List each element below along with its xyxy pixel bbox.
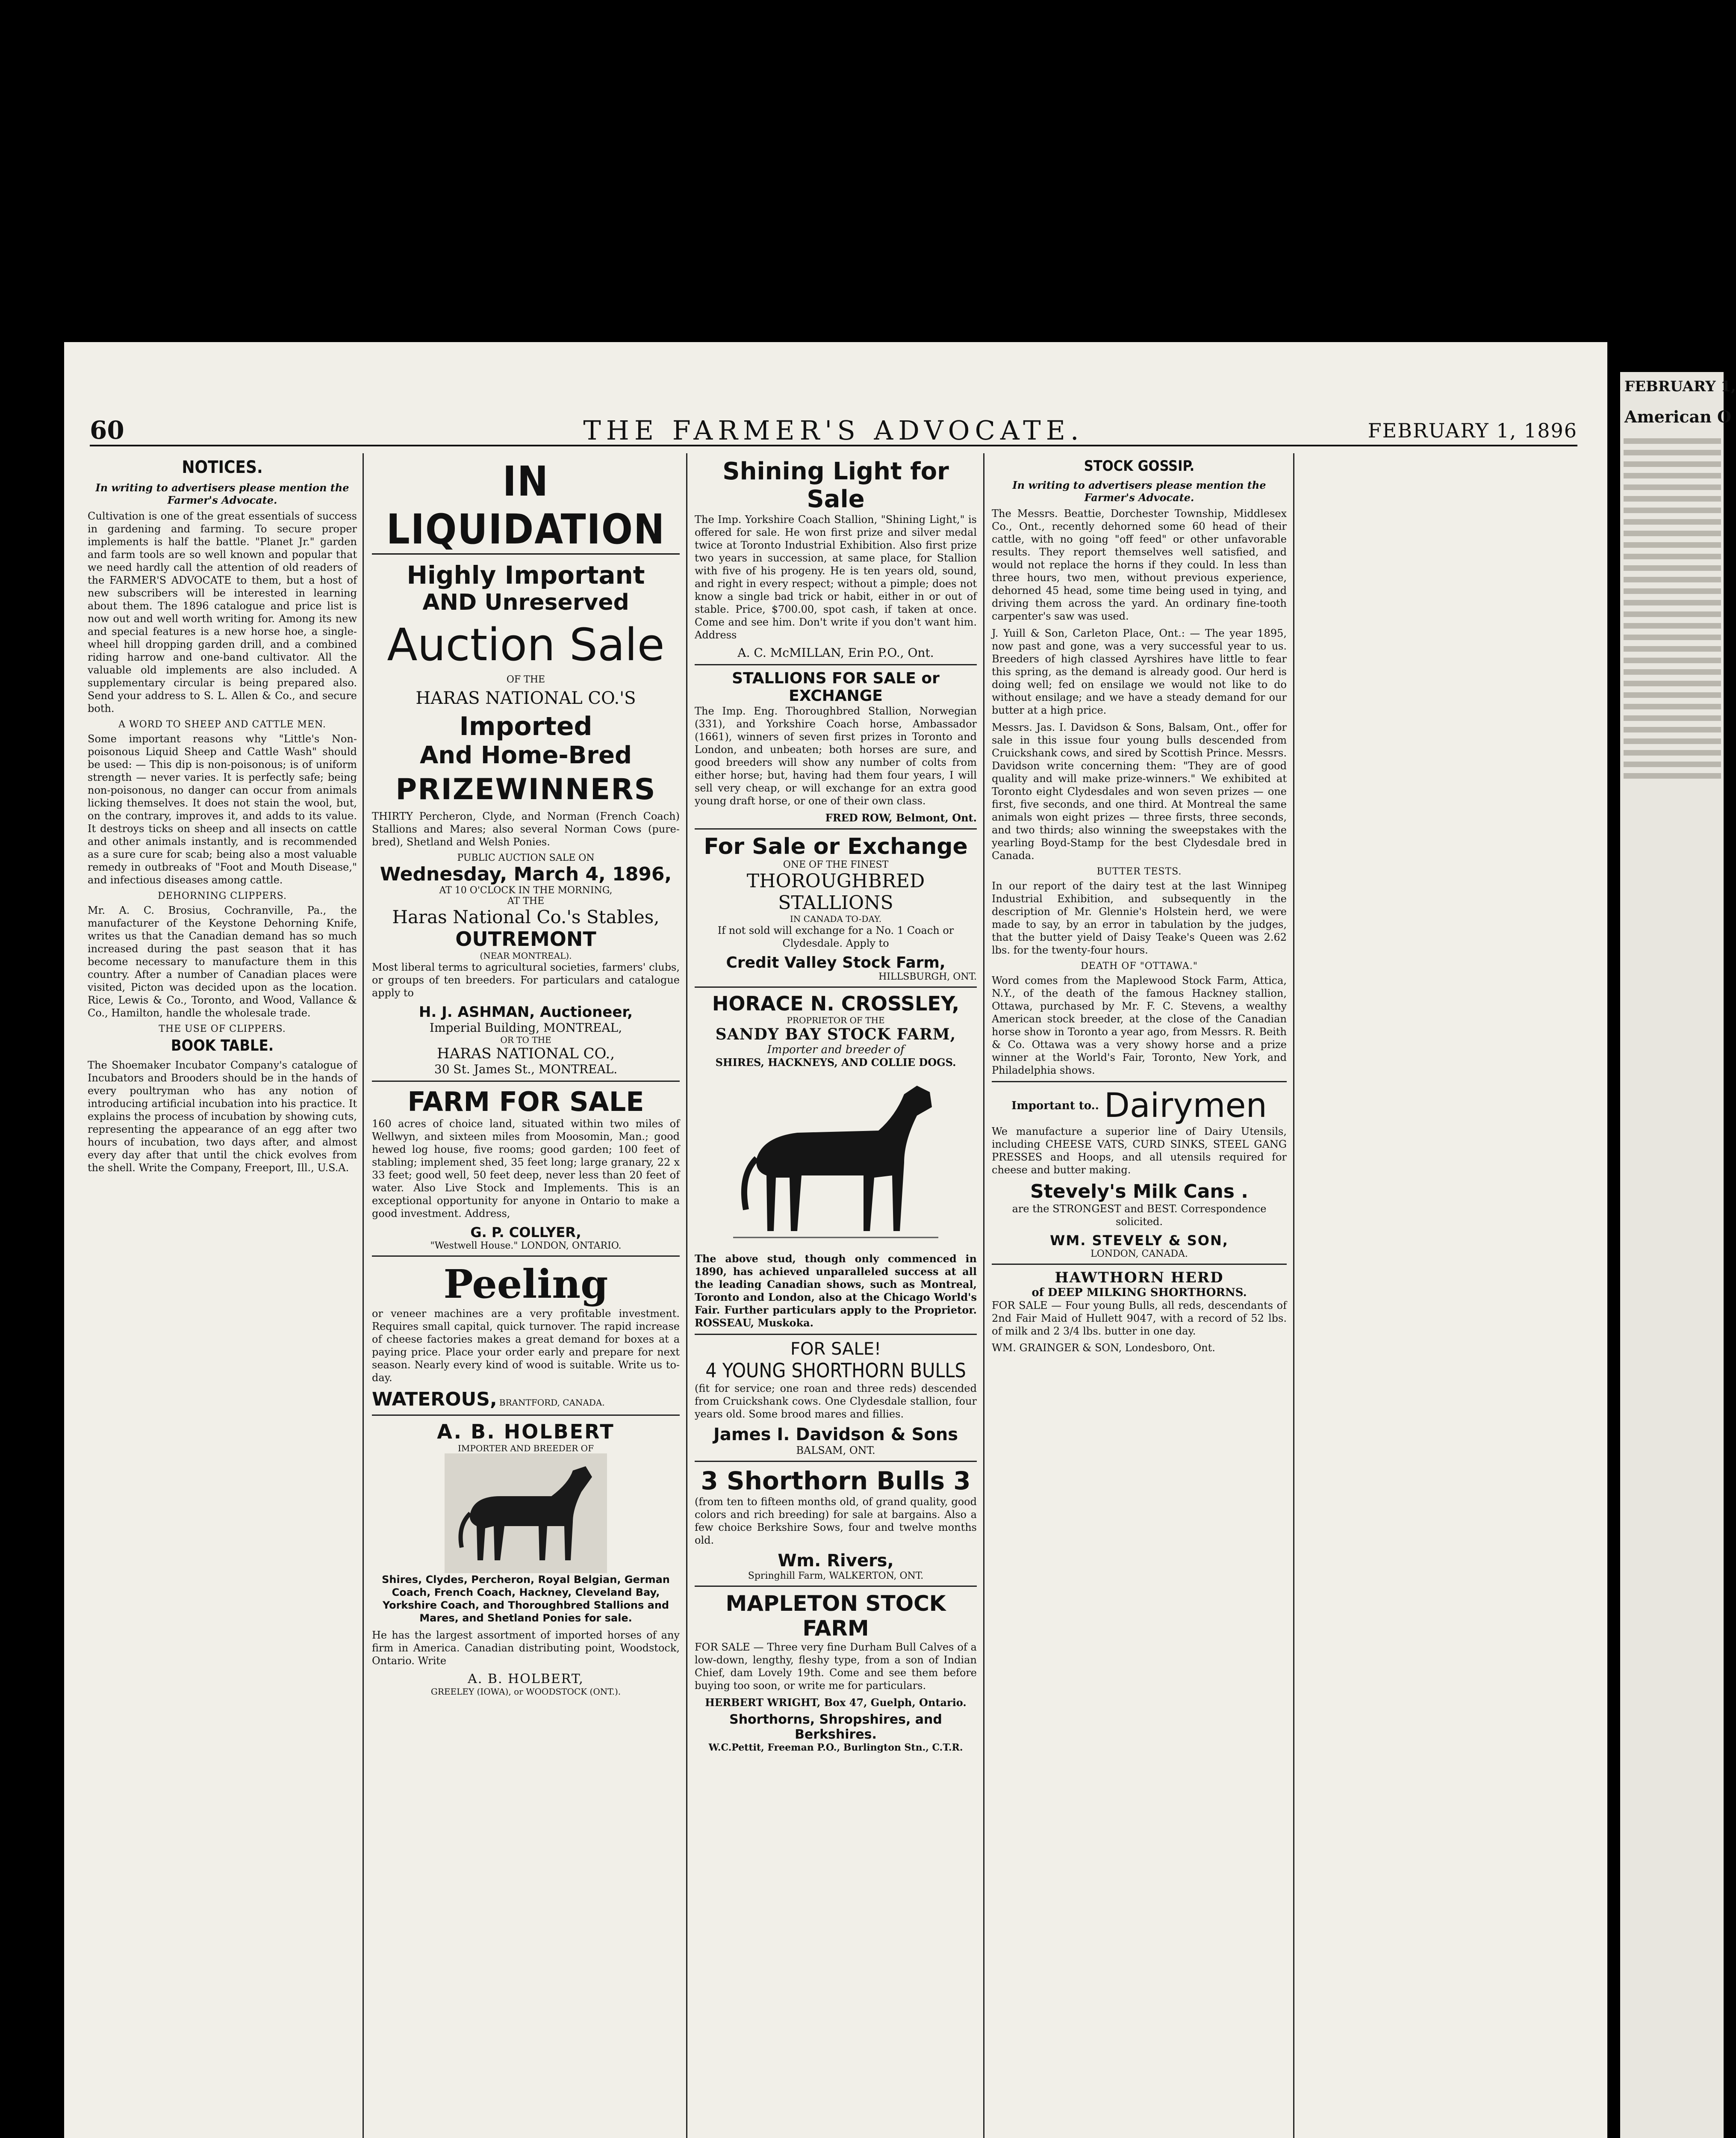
ad-line: IN CANADA TO-DAY. (790, 914, 882, 924)
ad-line: James I. Davidson & Sons (713, 1425, 958, 1444)
ad-line: Springhill Farm, WALKERTON, ONT. (748, 1571, 924, 1581)
ad-line: SHIRES, HACKNEYS, AND COLLIE DOGS. (715, 1056, 956, 1069)
ad-text: FOR SALE — Four young Bulls, all reds, descendants of 2nd Fair Maid of Hullett 9047, with a record of 52 lbs. of milk and 2 3/4 lbs. butter in one day. (992, 1299, 1287, 1337)
ad-line: (NEAR MONTREAL). (480, 951, 572, 961)
adjacent-page-heading: American O (1624, 407, 1732, 426)
column-auction (372, 458, 680, 2138)
column-stock-gossip (992, 458, 1287, 2138)
divider (695, 828, 977, 830)
article-subheading: A WORD TO SHEEP AND CATTLE MEN. (118, 719, 326, 730)
ad-line: Highly Important (407, 561, 645, 590)
article-subheading: BUTTER TESTS. (1096, 866, 1182, 877)
page-margin (1302, 458, 1597, 2138)
ad-text: are the STRONGEST and BEST. Correspondence solicited. (1012, 1203, 1267, 1228)
ad-line: AT 10 O'CLOCK IN THE MORNING, (439, 885, 613, 896)
divider (695, 1461, 977, 1462)
column-stallions (695, 458, 977, 2138)
article-subheading: THE USE OF CLIPPERS. (159, 1024, 286, 1034)
auction-date: Wednesday, March 4, 1896, (380, 863, 672, 885)
peeling-headline: Peeling (443, 1261, 608, 1307)
ad-line: ONE OF THE FINEST (783, 859, 889, 870)
ad-line: FRED ROW, Belmont, Ont. (825, 812, 977, 824)
liquidation-headline: IN LIQUIDATION (372, 458, 680, 555)
ad-line: IMPORTER AND BREEDER OF (458, 1443, 594, 1453)
divider (695, 986, 977, 988)
divider (372, 1255, 680, 1257)
book-table-heading: BOOK TABLE. (171, 1037, 274, 1054)
ad-line: G. P. COLLYER, (470, 1224, 581, 1240)
masthead-title: THE FARMER'S ADVOCATE. (583, 415, 1084, 446)
ad-line: WM. STEVELY & SON, (1050, 1232, 1229, 1249)
horse-illustration (716, 1069, 955, 1252)
ad-line: Importer and breeder of (767, 1043, 905, 1056)
column-notices (88, 458, 357, 2138)
prizewinners-headline: PRIZEWINNERS (395, 773, 656, 806)
column-rule (1293, 453, 1294, 2138)
ad-line: WATEROUS, (372, 1388, 497, 1410)
ad-line: BRANTFORD, CANADA. (499, 1397, 605, 1408)
ad-text: The Imp. Eng. Thoroughbred Stallion, Norwegian (331), and Yorkshire Coach horse, Ambassador (1661), winners of seven first prizes in Toronto and London, and unbeaten; both horses are sure, and good breeders will show any number of colts from either horse; but, having had them four years, I will sell very cheap, or will exchange for an extra good young draft horse, or one of their own class. (695, 705, 977, 807)
ad-line: Credit Valley Stock Farm, (726, 954, 946, 972)
ad-line: Wm. Rivers, (778, 1551, 894, 1571)
article-subheading: DEATH OF "OTTAWA." (1081, 961, 1198, 972)
three-bulls-headline: 3 Shorthorn Bulls 3 (701, 1466, 971, 1495)
ad-text: THIRTY Percheron, Clyde, and Norman (French Coach) Stallions and Mares; also several Norman Cows (pure-bred), Shetland and Welsh Ponies. (372, 810, 680, 848)
ad-line: WM. GRAINGER & SON, Londesboro, Ont. (992, 1342, 1215, 1354)
ad-text: The Imp. Yorkshire Coach Stallion, "Shining Light," is offered for sale. He won first prize and silver medal twice at Toronto Industrial Exhibition. Also first prize two years in succession, at same place, for Stallion with five of his progeny. He is ten years old, sound, and right in every respect; without a pimple; does not know a single bad trick or habit, either in or out of stable. Price, $700.00, spot cash, if taken at once. Come and see him. Don't write if you don't want him. Address (695, 514, 977, 641)
stock-gossip-heading: STOCK GOSSIP. (1084, 458, 1195, 475)
ad-line: And Home-Bred (419, 741, 632, 769)
column-rule (983, 453, 984, 2138)
ad-line: HARAS NATIONAL CO., (436, 1045, 615, 1062)
article-paragraph: The Shoemaker Incubator Company's catalogue of Incubators and Brooders should be in the hands of every poultryman who has any notion of introducing artificial incubation into his practice. It explains the process of incubation by showing cuts, representing the appearance of an egg after two hours of incubation, two days after, and almost every day after that until the chick evolves from the shell. Write the Company, Freeport, Ill., U.S.A. (88, 1059, 357, 1174)
ad-line: Shorthorns, Shropshires, and Berkshires. (729, 1712, 942, 1742)
article-paragraph: In our report of the dairy test at the last Winnipeg Industrial Exhibition, and subsequently in the description of Mr. Glennie's Holstein herd, we were made to say, by an error in tabulation by the judges, that the butter yield of Daisy Teake's Queen was 2.62 lbs. for the twenty-four hours. (992, 880, 1287, 956)
ad-line: GREELEY (IOWA), or WOODSTOCK (ONT.). (430, 1686, 621, 1697)
article-paragraph: Cultivation is one of the great essentials of success in gardening and farming. To secure proper implements is half the battle. "Planet Jr." garden and farm tools are so well known and popular that we need hardly call the attention of old readers of the FARMER'S ADVOCATE to them, but a host of new subscribers will be interested in learning about them. The 1896 catalogue and price list is now out and well worth writing for. Among its new and special features is a new horse hoe, a single-wheel hill dropping garden drill, and a combined riding harrow and one-band cultivator. All the valuable old implements are also included. A supplementary circular is being prepared also. Send your address to S. L. Allen & Co., and secure both. (88, 510, 357, 715)
notices-note: In writing to advertisers please mention the Farmer's Advocate. (95, 481, 349, 506)
ad-line: PUBLIC AUCTION SALE ON (457, 853, 595, 863)
ad-line: of DEEP MILKING SHORTHORNS. (1032, 1286, 1247, 1299)
page-header (90, 415, 1577, 446)
column-rule (686, 453, 687, 2138)
shining-light-headline: Shining Light for Sale (722, 458, 949, 513)
ad-text: 160 acres of choice land, situated within two miles of Wellwyn, and sixteen miles from Moosomin, Man.; good hewed log house, five rooms; good garden; 100 feet of stabling; implement shed, 35 feet long; large granary, 22 x 33 feet; good well, 50 feet deep, never less than 20 feet of water. Also Live Stock and Implements. This is an exceptional opportunity for anyone in Ontario to make a good investment. Address, (372, 1118, 680, 1220)
article-paragraph: Mr. A. C. Brosius, Cochranville, Pa., the manufacturer of the Keystone Dehorning Knife, writes us that the Canadian demand has so much increased during the past season that it has become necessary to manufacture them in this country. After a number of Canadian places were visited, Picton was decided upon as the location. Rice, Lewis & Co., Toronto, and Wood, Vallance & Co., Hamilton, handle the wholesale trade. (88, 904, 357, 1019)
stallions-headline: STALLIONS FOR SALE or EXCHANGE (732, 670, 940, 705)
ad-line: AND Unreserved (422, 590, 629, 615)
dairymen-headline: Dairymen (1104, 1087, 1267, 1125)
newspaper-page (64, 342, 1607, 2138)
ad-line: "Westwell House." LONDON, ONTARIO. (430, 1240, 622, 1251)
article-paragraph: Messrs. Jas. I. Davidson & Sons, Balsam, Ont., offer for sale in this issue four young bulls descended from Cruickshank cows, and sired by Scottish Prince. Messrs. Davidson write concerning them: "They are of good quality and will make prize-winners." We exhibited at Toronto eight Clydesdales and won seven prizes — one first, five seconds, and one third. At Montreal the same animals won eight prizes — three firsts, three seconds, and two thirds; also winning the sweepstakes with the yearling Boyd-Stamp for the best Clydesdale bred in Canada. (992, 721, 1287, 862)
divider (695, 1586, 977, 1587)
ad-line: Imperial Building, MONTREAL, (429, 1021, 622, 1035)
auction-sale-title: Auction Sale (387, 619, 665, 671)
issue-date: FEBRUARY 1, 1896 (1368, 419, 1577, 442)
adjacent-page (1620, 372, 1736, 2138)
for-sale-exchange-headline: For Sale or Exchange (704, 834, 968, 859)
divider (372, 1081, 680, 1082)
article-paragraph: Word comes from the Maplewood Stock Farm, Attica, N.Y., of the death of the famous Hackney stallion, Ottawa, purchased by Mr. F. C. Stevens, a wealthy American stock breeder, at the close of the Canadian horse show in Toronto a year ago, from Messrs. R. Beith & Co. Ottawa was a very showy horse and a prize winner at the World's Fair, Toronto, New York, and Philadelphia shows. (992, 975, 1287, 1076)
mapleton-headline: MAPLETON STOCK FARM (725, 1591, 946, 1641)
farm-sale-headline: FARM FOR SALE (407, 1086, 644, 1117)
ad-line: A. B. HOLBERT, (468, 1671, 584, 1686)
ad-line: Imported (459, 712, 592, 741)
article-subheading: DEHORNING CLIPPERS. (158, 891, 287, 901)
holbert-headline: A. B. HOLBERT (437, 1420, 615, 1443)
ad-text: The above stud, though only commenced in 1890, has achieved unparalleled success at all the leading Canadian shows, such as Montreal, Toronto and London, also at the Chicago World's Fair. Further particulars apply to the Proprietor. ROSSEAU, Muskoka. (695, 1252, 977, 1329)
ad-line: LONDON, CANADA. (1091, 1249, 1188, 1259)
ad-line: HERBERT WRIGHT, Box 47, Guelph, Ontario. (705, 1696, 967, 1709)
horse-illustration (445, 1453, 607, 1573)
adjacent-page-header: FEBRUARY 1, (1624, 378, 1736, 395)
ad-line: Haras National Co.'s Stables, (392, 907, 660, 927)
divider (695, 1334, 977, 1335)
ad-line: 30 St. James St., MONTREAL. (434, 1062, 618, 1076)
ad-line: A. C. McMILLAN, Erin P.O., Ont. (737, 646, 934, 660)
article-paragraph: The Messrs. Beattie, Dorchester Township, Middlesex Co., Ont., recently dehorned some 60 head of their cattle, with no going "off feed" or other unfavorable results. They report themselves well satisfied, and would not replace the horns if they could. In less than three hours, two men, without previous experience, dehorned 45 head, some time being used in tying, and driving them across the yard. An ordinary fine-tooth carpenter's saw was used. (992, 508, 1287, 622)
page-number: 60 (90, 416, 124, 445)
article-paragraph: J. Yuill & Son, Carleton Place, Ont.: — The year 1895, now past and gone, was a very successful year to us. Breeders of high classed Ayrshires have little to fear this spring, as the demand is already good. Our herd is doing well; fed on ensilage we would not like to do without ensilage; and we have a steady demand for our butter at a high price. (992, 627, 1287, 716)
ad-line: OR TO THE (500, 1035, 551, 1045)
divider (992, 1081, 1287, 1082)
column-rule (363, 453, 364, 2138)
gossip-note: In writing to advertisers please mention the Farmer's Advocate. (1012, 479, 1266, 504)
ad-line: HILLSBURGH, ONT. (878, 972, 977, 982)
ad-line: OF THE (506, 674, 545, 685)
ad-line: AT THE (507, 896, 545, 907)
ad-text: Shires, Clydes, Percheron, Royal Belgian, German Coach, French Coach, Hackney, Cleveland Bay, Yorkshire Coach, and Thoroughbred Stallions and Mares, and Shetland Ponies for sale. (382, 1574, 670, 1624)
ad-line: THOROUGHBRED STALLIONS (746, 870, 925, 914)
ad-line: Stevely's Milk Cans . (1030, 1181, 1248, 1202)
ad-line: Important to.. (1011, 1099, 1099, 1112)
divider (695, 664, 977, 665)
divider (992, 1264, 1287, 1265)
ad-text: or veneer machines are a very profitable investment. Requires small capital, quick turnover. The rapid increase of cheese factories makes a great demand for boxes at a paying price. Place your order early and prepare for next season. Nearly every kind of wood is suitable. Write us to-day. (372, 1308, 680, 1384)
hawthorn-headline: HAWTHORN HERD (1055, 1269, 1224, 1286)
ad-line: FOR SALE! (790, 1339, 881, 1359)
ad-text: Most liberal terms to agricultural societies, farmers' clubs, or groups of ten breeders. For particulars and catalogue apply to (372, 961, 680, 999)
ad-line: W.C.Pettit, Freeman P.O., Burlington Stn., C.T.R. (708, 1742, 963, 1753)
ad-line: BALSAM, ONT. (796, 1444, 875, 1456)
ad-line: HARAS NATIONAL CO.'S (416, 688, 636, 708)
ad-text: He has the largest assortment of imported horses of any firm in America. Canadian distributing point, Woodstock, Ontario. Write (372, 1629, 680, 1667)
ad-text: If not sold will exchange for a No. 1 Coach or Clydesdale. Apply to (717, 924, 954, 949)
article-paragraph: Some important reasons why "Little's Non-poisonous Liquid Sheep and Cattle Wash" should be used: — This dip is non-poisonous; is of uniform strength — never varies. It is perfectly safe; being non-poisonous, no danger can occur from animals licking themselves. It does not stain the wool, but, on the contrary, improves it, and adds to its value. It destroys ticks on sheep and all insects on cattle and other animals instantly, and is recommended as a sure cure for scab; being also a most valuable remedy in outbreaks of "Foot and Mouth Disease," and infectious diseases among cattle. (88, 733, 357, 886)
notices-heading: NOTICES. (182, 458, 263, 477)
ad-line: PROPRIETOR OF THE (787, 1015, 885, 1025)
ad-line: SANDY BAY STOCK FARM, (715, 1025, 956, 1043)
ad-text: (from ten to fifteen months old, of grand quality, good colors and rich breeding) for sale at bargains. Also a few choice Berkshire Sows, four and twelve months old. (695, 1496, 977, 1546)
ad-line: OUTREMONT (455, 927, 596, 951)
ad-text: (fit for service; one roan and three reds) descended from Cruickshank cows. One Clydesdale stallion, four years old. Some brood mares and fillies. (695, 1382, 977, 1420)
ad-text: FOR SALE — Three very fine Durham Bull Calves of a low-down, lengthy, fleshy type, from a son of Indian Chief, dam Lovely 19th. Come and see them before buying too soon, or write me for particulars. (695, 1641, 977, 1692)
divider (372, 1415, 680, 1416)
crossley-headline: HORACE N. CROSSLEY, (712, 992, 960, 1015)
ad-text: We manufacture a superior line of Dairy Utensils, including CHEESE VATS, CURD SINKS, STEEL GANG PRESSES and Hoops, and all utensils required for cheese and butter making. (992, 1125, 1287, 1176)
ad-line: H. J. ASHMAN, Auctioneer, (419, 1004, 633, 1021)
four-bulls-headline: 4 YOUNG SHORTHORN BULLS (705, 1359, 966, 1382)
